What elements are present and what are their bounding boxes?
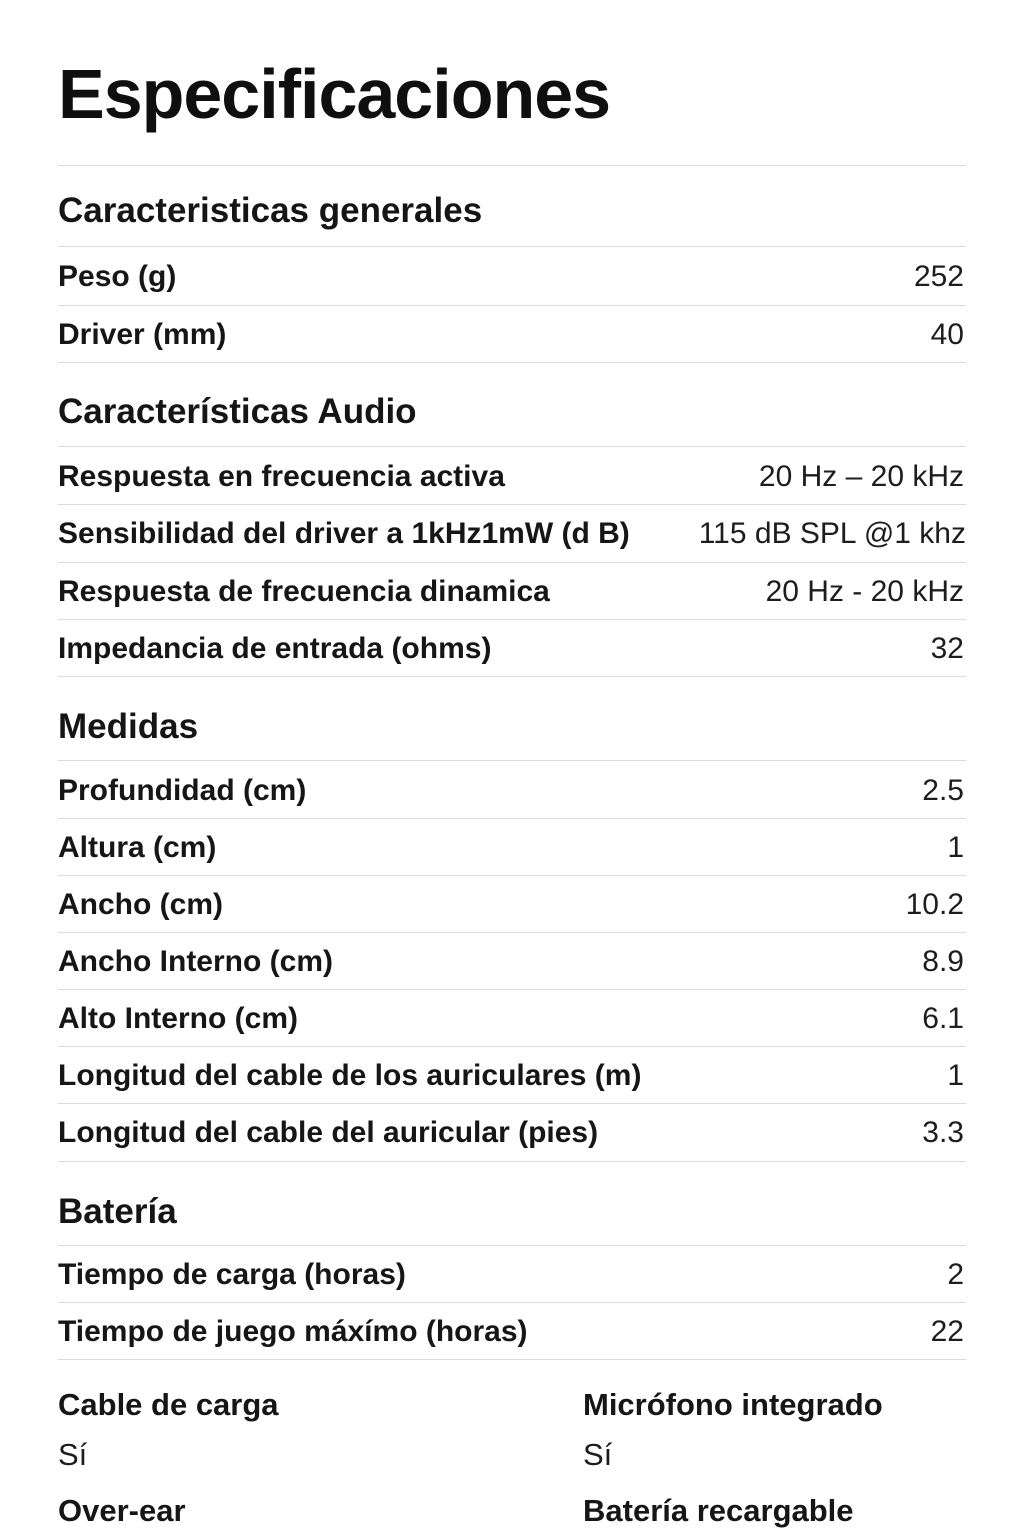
spec-value: 20 Hz – 20 kHz xyxy=(758,459,964,493)
spec-label: Alto Interno (cm) xyxy=(58,1001,298,1035)
spec-value: 1 xyxy=(947,830,964,864)
spec-label: Peso (g) xyxy=(58,259,177,293)
spec-value: 8.9 xyxy=(922,944,964,978)
spec-value: 2.5 xyxy=(922,773,964,807)
spec-row xyxy=(58,306,966,363)
spec-value: 32 xyxy=(930,631,964,665)
spec-row xyxy=(58,933,966,990)
divider xyxy=(58,362,966,363)
spec-value: 115 dB SPL @1 khz xyxy=(698,516,966,550)
spec-label: Sensibilidad del driver a 1kHz1mW (d B) xyxy=(58,516,630,550)
divider xyxy=(58,1161,966,1162)
spec-label: Ancho (cm) xyxy=(58,887,223,921)
spec-label: Longitud del cable de los auriculares (m) xyxy=(58,1058,642,1092)
spec-row xyxy=(58,505,966,562)
section-heading: Medidas xyxy=(58,707,199,746)
spec-row xyxy=(58,1246,966,1303)
spec-row xyxy=(58,819,966,876)
spec-row xyxy=(58,563,966,620)
feature-microphone-value: Sí xyxy=(583,1437,613,1472)
spec-label: Tiempo de carga (horas) xyxy=(58,1257,406,1291)
spec-row xyxy=(58,620,966,677)
divider xyxy=(58,676,966,677)
section-heading: Características Audio xyxy=(58,392,417,431)
spec-value: 2 xyxy=(947,1257,964,1291)
section-heading: Caracteristicas generales xyxy=(58,191,483,230)
divider xyxy=(58,1359,966,1360)
spec-value: 1 xyxy=(947,1058,964,1092)
spec-value: 40 xyxy=(930,317,964,351)
spec-row xyxy=(58,448,966,505)
divider xyxy=(58,446,966,447)
spec-row xyxy=(58,762,966,819)
spec-value: 22 xyxy=(930,1314,964,1348)
spec-label: Profundidad (cm) xyxy=(58,773,307,807)
spec-label: Respuesta en frecuencia activa xyxy=(58,459,505,493)
divider xyxy=(58,165,966,166)
spec-row xyxy=(58,248,966,305)
feature-charging-cable-value: Sí xyxy=(58,1437,88,1472)
spec-row xyxy=(58,1303,966,1360)
spec-label: Ancho Interno (cm) xyxy=(58,944,333,978)
spec-label: Tiempo de juego máxímo (horas) xyxy=(58,1314,528,1348)
spec-row xyxy=(58,990,966,1047)
spec-value: 10.2 xyxy=(905,887,964,921)
spec-row xyxy=(58,876,966,933)
spec-value: 252 xyxy=(913,259,964,293)
divider xyxy=(58,760,966,761)
page-title: Especificaciones xyxy=(58,55,611,133)
spec-label: Respuesta de frecuencia dinamica xyxy=(58,574,550,608)
feature-microphone-label: Micrófono integrado xyxy=(583,1387,883,1422)
section-heading: Batería xyxy=(58,1192,177,1231)
spec-value: 20 Hz - 20 kHz xyxy=(765,574,964,608)
spec-label: Altura (cm) xyxy=(58,830,217,864)
spec-label: Impedancia de entrada (ohms) xyxy=(58,631,492,665)
spec-row xyxy=(58,1104,966,1161)
spec-label: Longitud del cable del auricular (pies) xyxy=(58,1115,599,1149)
spec-row xyxy=(58,1047,966,1104)
spec-value: 6.1 xyxy=(922,1001,964,1035)
feature-charging-cable-label: Cable de carga xyxy=(58,1387,279,1422)
spec-label: Driver (mm) xyxy=(58,317,227,351)
feature-over-ear-label: Over-ear xyxy=(58,1493,186,1528)
divider xyxy=(58,246,966,247)
spec-value: 3.3 xyxy=(922,1115,964,1149)
feature-rechargeable-battery-label: Batería recargable xyxy=(583,1493,854,1528)
